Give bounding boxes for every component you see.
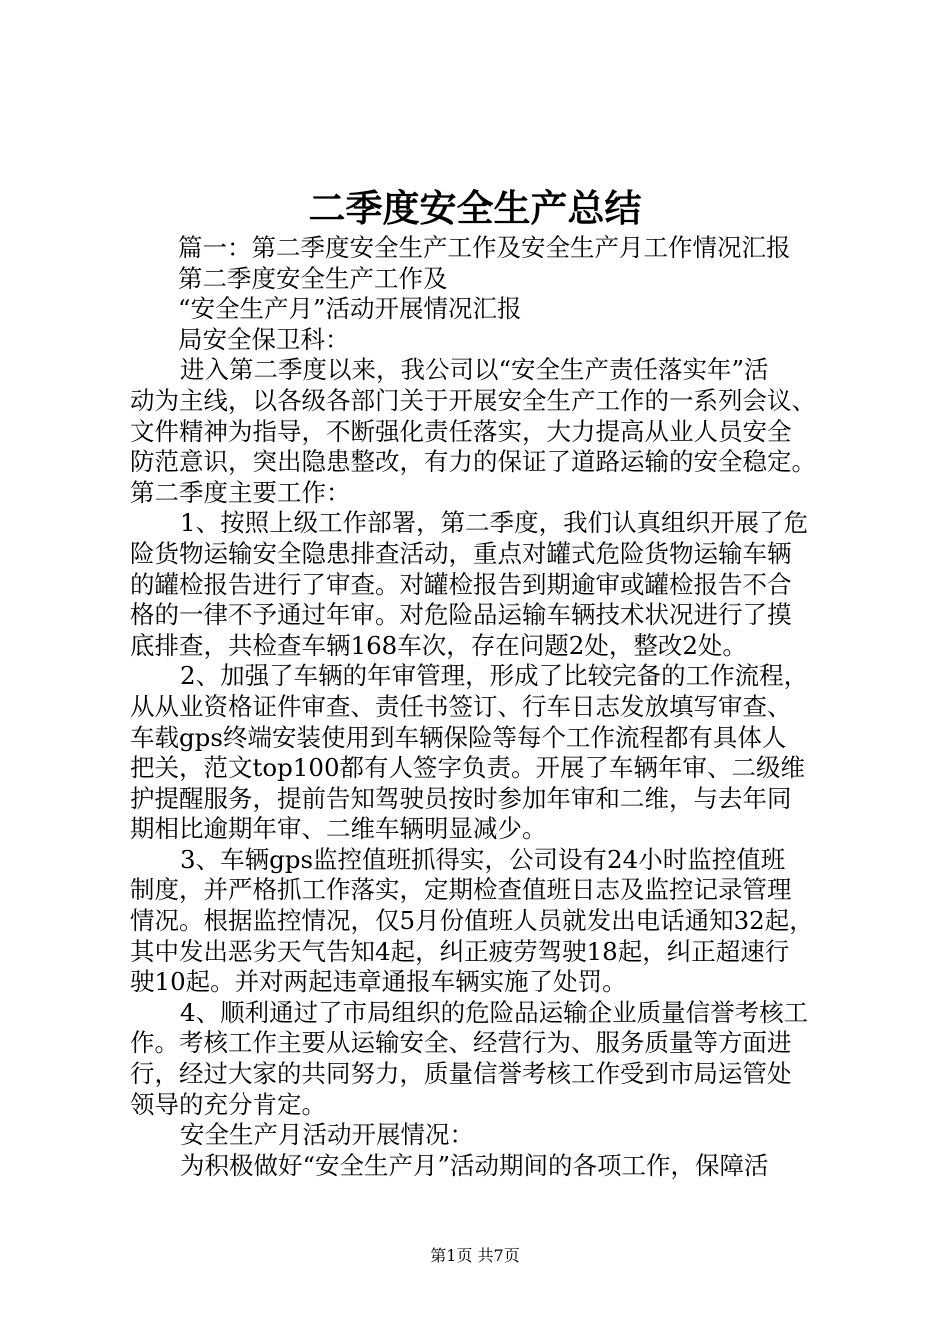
text-line: 3、车辆gps监控值班抓得实，公司设有24小时监控值班 (180, 844, 786, 874)
text-line: 第二季度主要工作： (130, 477, 351, 507)
text-line: 情况。根据监控情况，仅5月份值班人员就发出电话通知32起， (130, 906, 814, 936)
page-footer: 第1页 共7页 (430, 1246, 520, 1265)
text-line: 险货物运输安全隐患排查活动，重点对罐式危险货物运输车辆 (130, 538, 792, 568)
text-line: 局安全保卫科： (178, 324, 350, 354)
text-line: 从从业资格证件审查、责任书签订、行车日志发放填写审查、 (130, 691, 792, 721)
text-line: 格的一律不予通过年审。对危险品运输车辆技术状况进行了摸 (130, 600, 792, 630)
text-line: 把关，范文top100都有人签字负责。开展了车辆年审、二级维 (130, 753, 806, 783)
text-line: 文件精神为指导，不断强化责任落实，大力提高从业人员安全 (130, 416, 792, 446)
text-line: 期相比逾期年审、二维车辆明显减少。 (130, 814, 547, 844)
text-line: 1、按照上级工作部署，第二季度，我们认真组织开展了危 (180, 508, 809, 538)
text-line: 的罐检报告进行了审查。对罐检报告到期逾审或罐检报告不合 (130, 569, 792, 599)
document-title: 二季度安全生产总结 (308, 186, 642, 230)
text-line: 其中发出恶劣天气告知4起，纠正疲劳驾驶18起，纠正超速行 (130, 936, 790, 966)
text-line: 4、顺利通过了市局组织的危险品运输企业质量信誉考核工 (180, 997, 809, 1027)
text-line: “安全生产月”活动开展情况汇报 (178, 294, 522, 324)
text-line: 制度，并严格抓工作落实，定期检查值班日志及监控记录管理 (130, 875, 792, 905)
document-body (130, 233, 830, 1181)
text-line: 作。考核工作主要从运输安全、经营行为、服务质量等方面进 (130, 1028, 792, 1058)
text-line: 驶10起。并对两起违章通报车辆实施了处罚。 (130, 967, 627, 997)
text-line: 篇一：第二季度安全生产工作及安全生产月工作情况汇报 (178, 233, 791, 262)
text-line: 动为主线，以各级各部门关于开展安全生产工作的一系列会议、 (130, 385, 816, 415)
text-line: 为积极做好“安全生产月”活动期间的各项工作，保障活 (180, 1150, 769, 1180)
text-line: 防范意识，突出隐患整改，有力的保证了道路运输的安全稳定。 (130, 447, 816, 477)
text-line: 2、加强了车辆的年审管理，形成了比较完备的工作流程， (180, 661, 809, 691)
text-line: 底排查，共检查车辆168车次，存在问题2处，整改2处。 (130, 630, 747, 660)
text-line: 安全生产月活动开展情况： (180, 1120, 474, 1150)
text-line: 护提醒服务，提前告知驾驶员按时参加年审和二维，与去年同 (130, 783, 792, 813)
text-line: 进入第二季度以来，我公司以“安全生产责任落实年”活 (180, 355, 769, 385)
text-line: 领导的充分肯定。 (130, 1089, 326, 1119)
text-line: 第二季度安全生产工作及 (178, 263, 448, 293)
text-line: 车载gps终端安装使用到车辆保险等每个工作流程都有具体人 (130, 722, 787, 752)
text-line: 行，经过大家的共同努力，质量信誉考核工作受到市局运管处 (130, 1059, 792, 1089)
